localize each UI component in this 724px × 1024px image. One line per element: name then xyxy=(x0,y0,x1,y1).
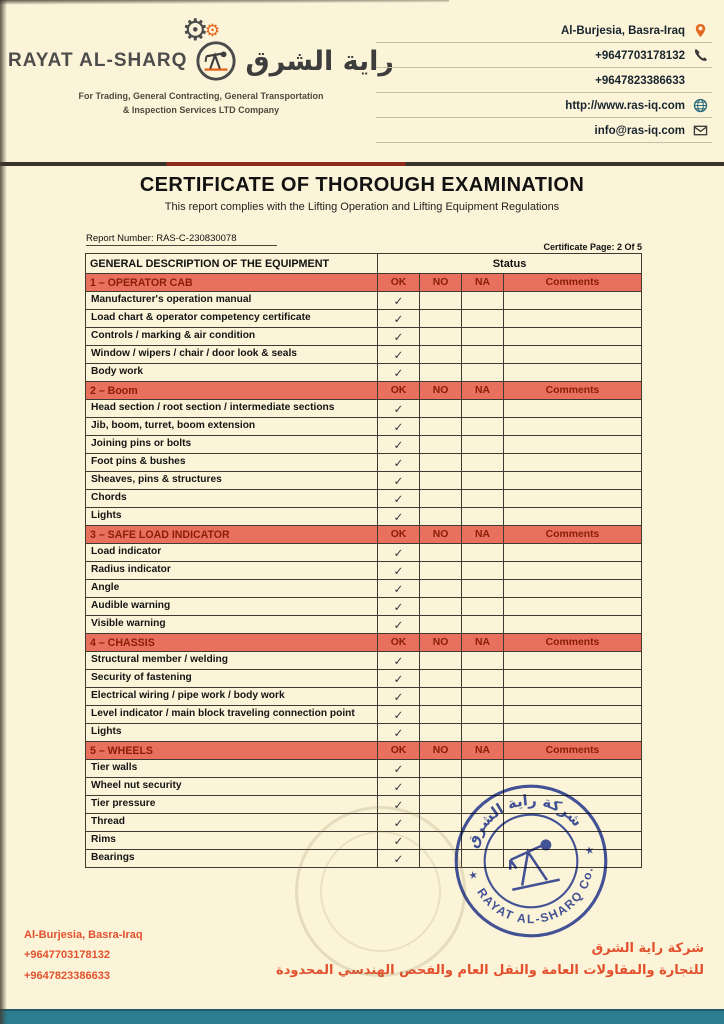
ok-checkmark-cell: ✓ xyxy=(378,598,420,616)
equipment-item-label: Structural member / welding xyxy=(86,652,378,670)
stamp-star-right: ★ xyxy=(583,843,596,858)
equipment-row xyxy=(86,418,642,436)
section-column-comments: Comments xyxy=(504,382,642,400)
address-text: Al-Burjesia, Basra-Iraq xyxy=(561,24,685,37)
no-cell xyxy=(420,508,462,526)
equipment-item-label: Window / wipers / chair / door look & seals xyxy=(86,346,378,364)
section-column-no: NO xyxy=(420,382,462,400)
report-number: Report Number: RAS-C-230830078 xyxy=(86,233,277,246)
no-cell xyxy=(420,760,462,778)
contact-website xyxy=(376,93,712,118)
equipment-item-label: Wheel nut security xyxy=(86,778,378,796)
equipment-item-label: Load chart & operator competency certificate xyxy=(86,310,378,328)
no-cell xyxy=(420,346,462,364)
ok-checkmark-cell: ✓ xyxy=(378,796,420,814)
no-cell xyxy=(420,562,462,580)
contact-phone-1 xyxy=(376,43,712,68)
email-icon xyxy=(693,123,708,138)
na-cell xyxy=(462,544,504,562)
ok-checkmark-cell: ✓ xyxy=(378,760,420,778)
ok-checkmark-cell: ✓ xyxy=(378,346,420,364)
section-column-na: NA xyxy=(462,274,504,292)
equipment-row xyxy=(86,346,642,364)
no-cell xyxy=(420,778,462,796)
comments-cell xyxy=(504,490,642,508)
ok-checkmark-cell: ✓ xyxy=(378,580,420,598)
no-cell xyxy=(420,436,462,454)
brand-row xyxy=(8,40,394,82)
section-title: 1 – OPERATOR CAB xyxy=(86,274,378,292)
ok-checkmark-cell: ✓ xyxy=(378,814,420,832)
stamp-text-arabic: شركة راية الشرق xyxy=(463,792,586,851)
scan-edge-top xyxy=(0,0,449,5)
footer-address: Al-Burjesia, Basra-Iraq xyxy=(24,928,143,941)
equipment-item-label: Chords xyxy=(86,490,378,508)
phone2-text: +9647823386633 xyxy=(595,74,685,87)
stamp-pumpjack-icon xyxy=(504,839,560,889)
ok-checkmark-cell: ✓ xyxy=(378,778,420,796)
gear-icon-small: ⚙ xyxy=(204,21,221,41)
equipment-item-label: Bearings xyxy=(86,850,378,868)
equipment-row xyxy=(86,364,642,382)
certificate-title: CERTIFICATE OF THOROUGH EXAMINATION xyxy=(139,174,585,196)
equipment-item-label: Audible warning xyxy=(86,598,378,616)
comments-cell xyxy=(504,436,642,454)
section-header-row xyxy=(86,742,642,760)
na-cell xyxy=(462,580,504,598)
equipment-row xyxy=(86,598,642,616)
contact-email xyxy=(376,118,712,143)
equipment-item-label: Sheaves, pins & structures xyxy=(86,472,378,490)
equipment-item-label: Thread xyxy=(86,814,378,832)
comments-cell xyxy=(504,706,642,724)
na-cell xyxy=(462,598,504,616)
phone1-text: +9647703178132 xyxy=(595,49,685,62)
na-cell xyxy=(462,508,504,526)
table-header-status: Status xyxy=(378,254,642,274)
ok-checkmark-cell: ✓ xyxy=(378,850,420,868)
no-cell xyxy=(420,706,462,724)
na-cell xyxy=(462,562,504,580)
comments-cell xyxy=(504,688,642,706)
na-cell xyxy=(462,760,504,778)
section-column-ok: OK xyxy=(378,274,420,292)
location-icon xyxy=(693,23,708,38)
brand-logo xyxy=(8,13,394,117)
page-header xyxy=(0,12,724,162)
section-column-ok: OK xyxy=(378,634,420,652)
ok-checkmark-cell: ✓ xyxy=(378,418,420,436)
section-header-row xyxy=(86,526,642,544)
ok-checkmark-cell: ✓ xyxy=(378,436,420,454)
footer-company-name-arabic: شركة راية الشرق xyxy=(591,940,704,956)
ok-checkmark-cell: ✓ xyxy=(378,328,420,346)
brand-name-arabic: راية الشرق xyxy=(245,45,394,77)
equipment-item-label: Joining pins or bolts xyxy=(86,436,378,454)
section-column-ok: OK xyxy=(378,742,420,760)
section-header-row xyxy=(86,382,642,400)
no-cell xyxy=(420,418,462,436)
equipment-row xyxy=(86,400,642,418)
equipment-row xyxy=(86,454,642,472)
section-column-comments: Comments xyxy=(504,526,642,544)
equipment-item-label: Body work xyxy=(86,364,378,382)
na-cell xyxy=(462,418,504,436)
stamp-text-latin: RAYAT AL-SHARQ Co. xyxy=(474,865,596,927)
brand-tagline-line2: & Inspection Services LTD Company xyxy=(122,104,280,115)
equipment-item-label: Level indicator / main block traveling connection point xyxy=(86,706,378,724)
section-header-row xyxy=(86,634,642,652)
section-column-na: NA xyxy=(462,382,504,400)
ok-checkmark-cell: ✓ xyxy=(378,364,420,382)
comments-cell xyxy=(504,418,642,436)
equipment-item-label: Tier pressure xyxy=(86,796,378,814)
comments-cell xyxy=(504,616,642,634)
section-column-no: NO xyxy=(420,634,462,652)
section-column-na: NA xyxy=(462,526,504,544)
na-cell xyxy=(462,652,504,670)
stamp-star-left: ★ xyxy=(467,868,480,883)
icon-spacer xyxy=(693,73,708,88)
brand-tagline xyxy=(26,90,376,117)
comments-cell xyxy=(504,364,642,382)
equipment-item-label: Controls / marking & air condition xyxy=(86,328,378,346)
comments-cell xyxy=(504,562,642,580)
ok-checkmark-cell: ✓ xyxy=(378,670,420,688)
section-column-no: NO xyxy=(420,742,462,760)
comments-cell xyxy=(504,292,642,310)
na-cell xyxy=(462,346,504,364)
na-cell xyxy=(462,364,504,382)
company-stamp xyxy=(437,767,624,954)
ok-checkmark-cell: ✓ xyxy=(378,688,420,706)
svg-text:شركة راية الشرق xyxy=(456,781,588,854)
bottom-scan-bar xyxy=(0,1009,724,1024)
comments-cell xyxy=(504,724,642,742)
section-column-no: NO xyxy=(420,526,462,544)
contact-phone-2 xyxy=(376,68,712,93)
email-text: info@ras-iq.com xyxy=(594,124,685,137)
phone-icon xyxy=(693,48,708,63)
na-cell xyxy=(462,490,504,508)
table-header-row xyxy=(86,254,642,274)
scan-edge-left xyxy=(0,0,7,1024)
na-cell xyxy=(462,616,504,634)
no-cell xyxy=(420,400,462,418)
ok-checkmark-cell: ✓ xyxy=(378,706,420,724)
section-column-ok: OK xyxy=(378,526,420,544)
footer-phone-1: +9647703178132 xyxy=(24,949,110,962)
ok-checkmark-cell: ✓ xyxy=(378,616,420,634)
equipment-row xyxy=(86,652,642,670)
no-cell xyxy=(420,688,462,706)
na-cell xyxy=(462,454,504,472)
comments-cell xyxy=(504,454,642,472)
ghost-stamp xyxy=(295,806,466,977)
section-title: 3 – SAFE LOAD INDICATOR xyxy=(86,526,378,544)
brand-tagline-line1: For Trading, General Contracting, General Transportation xyxy=(78,91,324,101)
equipment-row xyxy=(86,724,642,742)
footer-phone-2: +9647823386633 xyxy=(24,969,110,982)
equipment-item-label: Lights xyxy=(86,508,378,526)
ok-checkmark-cell: ✓ xyxy=(378,562,420,580)
contact-address xyxy=(376,18,712,43)
no-cell xyxy=(420,292,462,310)
section-column-comments: Comments xyxy=(504,742,642,760)
globe-icon xyxy=(693,98,708,113)
footer-company-tagline-arabic: للتجارة والمقاولات العامة والنقل العام والفحص الهندسي المحدودة xyxy=(276,962,704,978)
na-cell xyxy=(462,400,504,418)
ok-checkmark-cell: ✓ xyxy=(378,472,420,490)
no-cell xyxy=(420,580,462,598)
equipment-item-label: Rims xyxy=(86,832,378,850)
equipment-item-label: Load indicator xyxy=(86,544,378,562)
equipment-item-label: Radius indicator xyxy=(86,562,378,580)
na-cell xyxy=(462,328,504,346)
na-cell xyxy=(462,292,504,310)
comments-cell xyxy=(504,544,642,562)
section-title: 2 – Boom xyxy=(86,382,378,400)
section-column-ok: OK xyxy=(378,382,420,400)
no-cell xyxy=(420,670,462,688)
no-cell xyxy=(420,490,462,508)
ok-checkmark-cell: ✓ xyxy=(378,310,420,328)
comments-cell xyxy=(504,652,642,670)
ok-checkmark-cell: ✓ xyxy=(378,292,420,310)
equipment-row xyxy=(86,616,642,634)
comments-cell xyxy=(504,310,642,328)
comments-cell xyxy=(504,472,642,490)
equipment-row xyxy=(86,328,642,346)
comments-cell xyxy=(504,670,642,688)
ok-checkmark-cell: ✓ xyxy=(378,544,420,562)
equipment-item-label: Foot pins & bushes xyxy=(86,454,378,472)
ok-checkmark-cell: ✓ xyxy=(378,832,420,850)
equipment-row xyxy=(86,310,642,328)
na-cell xyxy=(462,310,504,328)
comments-cell xyxy=(504,598,642,616)
comments-cell xyxy=(504,346,642,364)
header-divider xyxy=(0,162,724,166)
equipment-item-label: Manufacturer's operation manual xyxy=(86,292,378,310)
equipment-row xyxy=(86,544,642,562)
ok-checkmark-cell: ✓ xyxy=(378,400,420,418)
no-cell xyxy=(420,472,462,490)
section-column-no: NO xyxy=(420,274,462,292)
ok-checkmark-cell: ✓ xyxy=(378,454,420,472)
no-cell xyxy=(420,598,462,616)
no-cell xyxy=(420,454,462,472)
equipment-row xyxy=(86,508,642,526)
no-cell xyxy=(420,310,462,328)
certificate-page-number: Certificate Page: 2 Of 5 xyxy=(543,242,642,252)
no-cell xyxy=(420,544,462,562)
equipment-row xyxy=(86,580,642,598)
equipment-item-label: Jib, boom, turret, boom extension xyxy=(86,418,378,436)
website-text: http://www.ras-iq.com xyxy=(565,99,685,112)
gear-icon: ⚙ xyxy=(181,13,209,48)
no-cell xyxy=(420,364,462,382)
ok-checkmark-cell: ✓ xyxy=(378,724,420,742)
equipment-row xyxy=(86,706,642,724)
pumpjack-icon xyxy=(195,40,237,82)
contact-list xyxy=(376,18,712,143)
ok-checkmark-cell: ✓ xyxy=(378,508,420,526)
equipment-item-label: Angle xyxy=(86,580,378,598)
no-cell xyxy=(420,328,462,346)
equipment-item-label: Electrical wiring / pipe work / body work xyxy=(86,688,378,706)
comments-cell xyxy=(504,580,642,598)
equipment-item-label: Security of fastening xyxy=(86,670,378,688)
section-header-row xyxy=(86,274,642,292)
equipment-row xyxy=(86,670,642,688)
comments-cell xyxy=(504,400,642,418)
equipment-row xyxy=(86,562,642,580)
brand-name-latin: RAYAT AL-SHARQ xyxy=(8,50,188,71)
ok-checkmark-cell: ✓ xyxy=(378,490,420,508)
equipment-item-label: Tier walls xyxy=(86,760,378,778)
no-cell xyxy=(420,616,462,634)
equipment-item-label: Head section / root section / intermediate sections xyxy=(86,400,378,418)
equipment-row xyxy=(86,490,642,508)
equipment-item-label: Visible warning xyxy=(86,616,378,634)
no-cell xyxy=(420,724,462,742)
footer-contact-block xyxy=(24,925,143,986)
no-cell xyxy=(420,652,462,670)
section-column-na: NA xyxy=(462,742,504,760)
comments-cell xyxy=(504,328,642,346)
na-cell xyxy=(462,472,504,490)
equipment-row xyxy=(86,292,642,310)
comments-cell xyxy=(504,508,642,526)
ok-checkmark-cell: ✓ xyxy=(378,652,420,670)
section-title: 5 – WHEELS xyxy=(86,742,378,760)
equipment-row xyxy=(86,472,642,490)
table-header-description: GENERAL DESCRIPTION OF THE EQUIPMENT xyxy=(86,254,378,274)
equipment-row xyxy=(86,436,642,454)
na-cell xyxy=(462,706,504,724)
equipment-row xyxy=(86,688,642,706)
section-title: 4 – CHASSIS xyxy=(86,634,378,652)
na-cell xyxy=(462,724,504,742)
certificate-subtitle: This report complies with the Lifting Operation and Lifting Equipment Regulations xyxy=(164,201,560,213)
section-column-comments: Comments xyxy=(504,274,642,292)
section-column-na: NA xyxy=(462,634,504,652)
section-column-comments: Comments xyxy=(504,634,642,652)
na-cell xyxy=(462,688,504,706)
na-cell xyxy=(462,670,504,688)
equipment-item-label: Lights xyxy=(86,724,378,742)
na-cell xyxy=(462,436,504,454)
